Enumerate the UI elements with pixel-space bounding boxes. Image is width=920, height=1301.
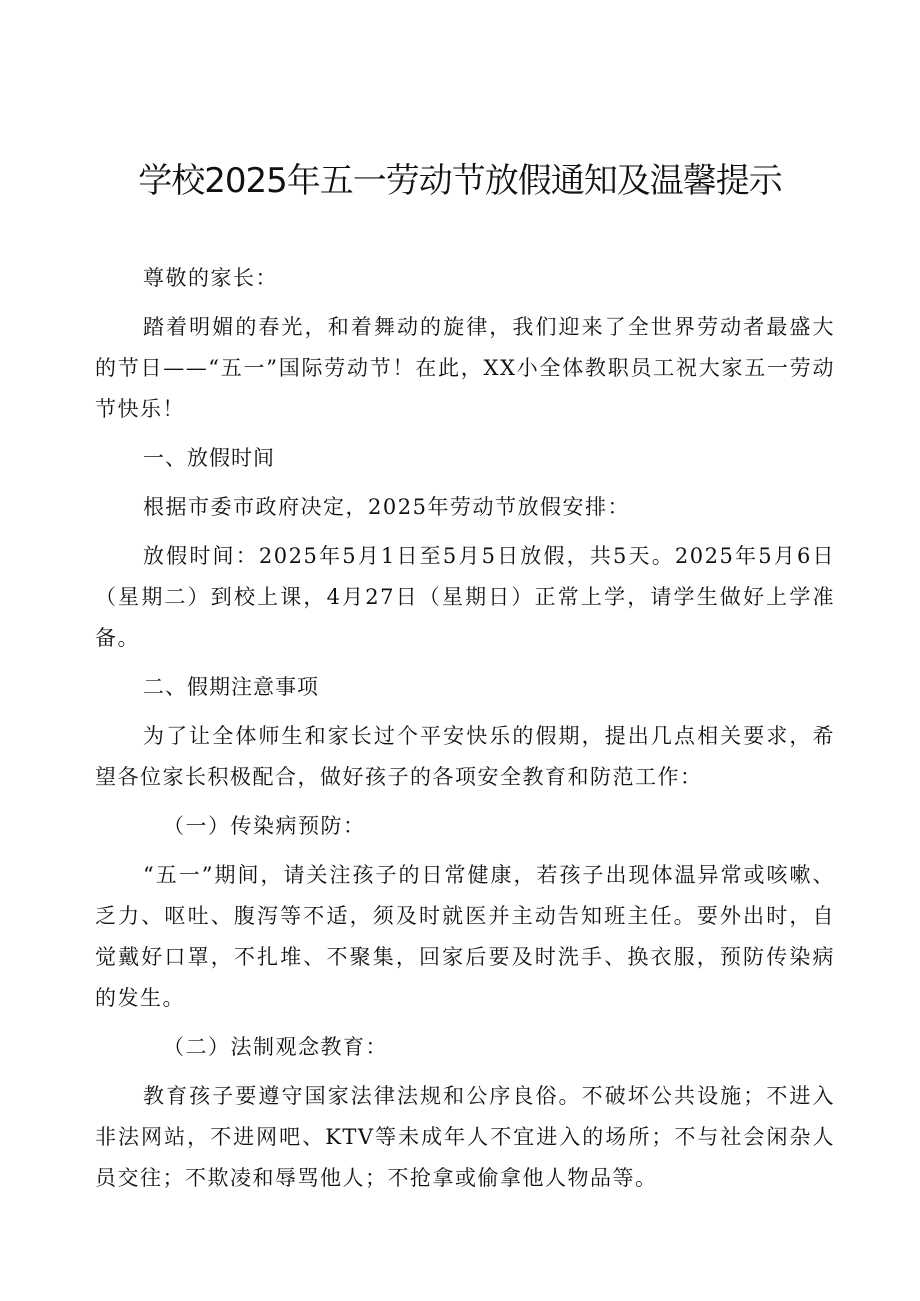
- legal-education-paragraph: 教育孩子要遵守国家法律法规和公序良俗。不破坏公共设施；不进入非法网站，不进网吧、KTV等未成年人不宜进入的场所；不与社会闲杂人员交往；不欺凌和辱骂他人；不抢拿或偷拿他人物品等。: [95, 1084, 835, 1190]
- section-heading-holiday-time: 一、放假时间: [143, 446, 275, 470]
- document-title: 学校2025年五一劳动节放假通知及温馨提示: [138, 161, 782, 201]
- disease-prevention-paragraph: “五一”期间，请关注孩子的日常健康，若孩子出现体温异常或咳嗽、乏力、呕吐、腹泻等不适，须及时就医并主动告知班主任。要外出时，自觉戴好口罩，不扎堆、不聚集，回家后要及时洗手、换衣服，预防传染病的发生。: [95, 863, 835, 1010]
- document-body: [95, 258, 835, 1207]
- holiday-schedule-paragraph: 放假时间：2025年5月1日至5月5日放假，共5天。2025年5月6日（星期二）到校上课，4月27日（星期日）正常上学，请学生做好上学准备。: [95, 544, 835, 650]
- intro-paragraph: 踏着明媚的春光，和着舞动的旋律，我们迎来了全世界劳动者最盛大的节日——“五一”国际劳动节！在此，XX小全体教职员工祝大家五一劳动节快乐！: [95, 315, 835, 421]
- salutation: 尊敬的家长：: [143, 266, 278, 290]
- subheading-disease-prevention: （一）传染病预防：: [163, 814, 366, 838]
- section-heading-precautions: 二、假期注意事项: [143, 675, 319, 699]
- subheading-legal-education: （二）法制观念教育：: [163, 1035, 388, 1059]
- precautions-intro-paragraph: 为了让全体师生和家长过个平安快乐的假期，提出几点相关要求，希望各位家长积极配合，做好孩子的各项安全教育和防范工作：: [95, 724, 835, 789]
- holiday-decision-paragraph: 根据市委市政府决定，2025年劳动节放假安排：: [143, 495, 630, 519]
